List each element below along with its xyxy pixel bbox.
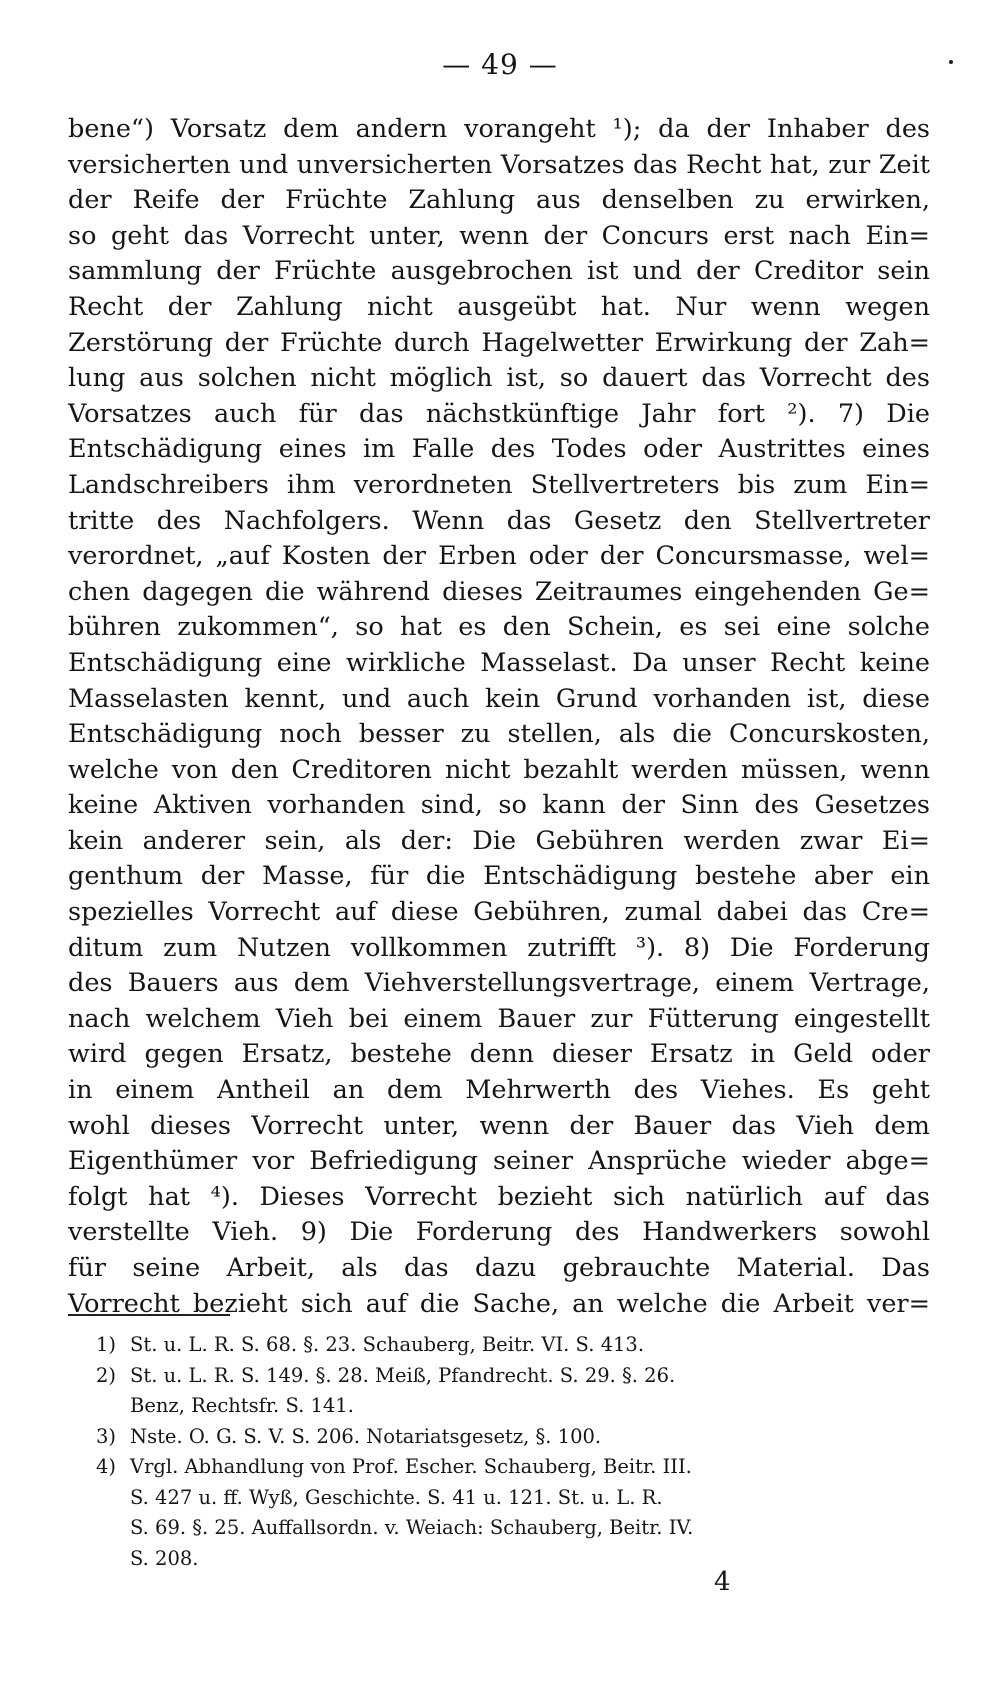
text-line: chen dagegen die während dieses Zeitraumes eingehenden Ge= (68, 576, 930, 607)
text-line: kein anderer sein, als der: Die Gebühren werden zwar Ei= (68, 825, 930, 856)
text-line: folgt hat ⁴). Dieses Vorrecht bezieht sich natürlich auf das (68, 1181, 930, 1212)
text-line: wohl dieses Vorrecht unter, wenn der Bauer das Vieh dem (68, 1110, 930, 1141)
text-line: Entschädigung eine wirkliche Masselast. Da unser Recht keine (68, 647, 930, 678)
text-line: spezielles Vorrecht auf diese Gebühren, zumal dabei das Cre= (68, 897, 930, 928)
text-line: welche von den Creditoren nicht bezahlt werden müssen, wenn (68, 754, 930, 785)
text-line: Entschädigung noch besser zu stellen, als die Concurskosten, (68, 719, 930, 750)
footnote-text-line: Benz, Rechtsfr. S. 141. (130, 1394, 354, 1417)
text-line: Vorrecht bezieht sich auf die Sache, an welche die Arbeit ver= (68, 1288, 930, 1319)
footnote-separator (68, 1314, 230, 1316)
text-line: für seine Arbeit, als das dazu gebrauchte Material. Das (68, 1253, 930, 1283)
footnote (96, 1330, 876, 1361)
text-line: Zerstörung der Früchte durch Hagelwetter Erwirkung der Zah= (68, 327, 930, 358)
main-text-block (68, 112, 930, 1322)
footnote-text-line: St. u. L. R. S. 68. §. 23. Schauberg, Beitr. VI. S. 413. (130, 1333, 645, 1356)
signature-mark: 4 (714, 1567, 731, 1597)
text-line: verordnet, „auf Kosten der Erben oder der Concursmasse, wel= (68, 541, 930, 572)
footnote-number: 1) (96, 1333, 117, 1356)
footnote-number: 2) (96, 1363, 117, 1387)
text-line: tritte des Nachfolgers. Wenn das Gesetz den Stellvertreter (68, 505, 930, 536)
text-line: nach welchem Vieh bei einem Bauer zur Fütterung eingestellt (68, 1003, 930, 1034)
text-line: Entschädigung eines im Falle des Todes oder Austrittes eines (68, 434, 930, 465)
text-line: Vorsatzes auch für das nächstkünftige Jahr fort ²). 7) Die (68, 398, 930, 429)
text-line: lung aus solchen nicht möglich ist, so dauert das Vorrecht des (68, 363, 930, 394)
text-line: genthum der Masse, für die Entschädigung bestehe aber ein (68, 861, 930, 892)
text-line: bühren zukommen“, so hat es den Schein, es sei eine solche (68, 612, 930, 643)
text-line: verstellte Vieh. 9) Die Forderung des Handwerkers sowohl (68, 1217, 930, 1248)
footnote-text-line: St. u. L. R. S. 149. §. 28. Meiß, Pfandrecht. S. 29. §. 26. (130, 1363, 676, 1387)
text-line: so geht das Vorrecht unter, wenn der Concurs erst nach Ein= (68, 220, 930, 251)
footnote-text-line: S. 208. (130, 1546, 199, 1570)
text-line: Eigenthümer vor Befriedigung seiner Ansprüche wieder abge= (68, 1146, 930, 1177)
footnote-text-line: S. 69. §. 25. Auffallsordn. v. Weiach: Schauberg, Beitr. IV. (130, 1516, 694, 1539)
footnote (96, 1452, 876, 1574)
text-line: versicherten und unversicherten Vorsatzes das Recht hat, zur Zeit (68, 149, 930, 180)
footnote (96, 1422, 876, 1453)
ink-speck (949, 60, 953, 64)
text-line: des Bauers aus dem Viehverstellungsvertrage, einem Vertrage, (68, 968, 930, 999)
footnote-text-line: S. 427 u. ff. Wyß, Geschichte. S. 41 u. 121. St. u. L. R. (130, 1485, 663, 1509)
footnote (96, 1361, 876, 1422)
footnote-number: 4) (96, 1455, 117, 1478)
text-line: bene“) Vorsatz dem andern vorangeht ¹); da der Inhaber des (68, 114, 930, 144)
page-number-header: — 49 — (442, 48, 558, 81)
text-line: der Reife der Früchte Zahlung aus denselben zu erwirken, (68, 185, 930, 216)
text-line: sammlung der Früchte ausgebrochen ist und der Creditor sein (68, 256, 930, 287)
footnote-text-line: Vrgl. Abhandlung von Prof. Escher. Schauberg, Beitr. III. (130, 1455, 692, 1478)
text-line: Masselasten kennt, und auch kein Grund vorhanden ist, diese (68, 683, 930, 714)
text-line: keine Aktiven vorhanden sind, so kann der Sinn des Gesetzes (68, 790, 930, 821)
text-line: Landschreibers ihm verordneten Stellvertreters bis zum Ein= (68, 469, 930, 500)
footnote-text-line: Nste. O. G. S. V. S. 206. Notariatsgesetz, §. 100. (130, 1424, 602, 1448)
text-line: ditum zum Nutzen vollkommen zutrifft ³). 8) Die Forderung (68, 932, 930, 963)
text-line: wird gegen Ersatz, bestehe denn dieser Ersatz in Geld oder (68, 1039, 930, 1070)
text-line: Recht der Zahlung nicht ausgeübt hat. Nur wenn wegen (68, 291, 930, 322)
footnotes-block (96, 1330, 876, 1574)
text-line: in einem Antheil an dem Mehrwerth des Viehes. Es geht (68, 1075, 930, 1106)
footnote-number: 3) (96, 1424, 117, 1448)
